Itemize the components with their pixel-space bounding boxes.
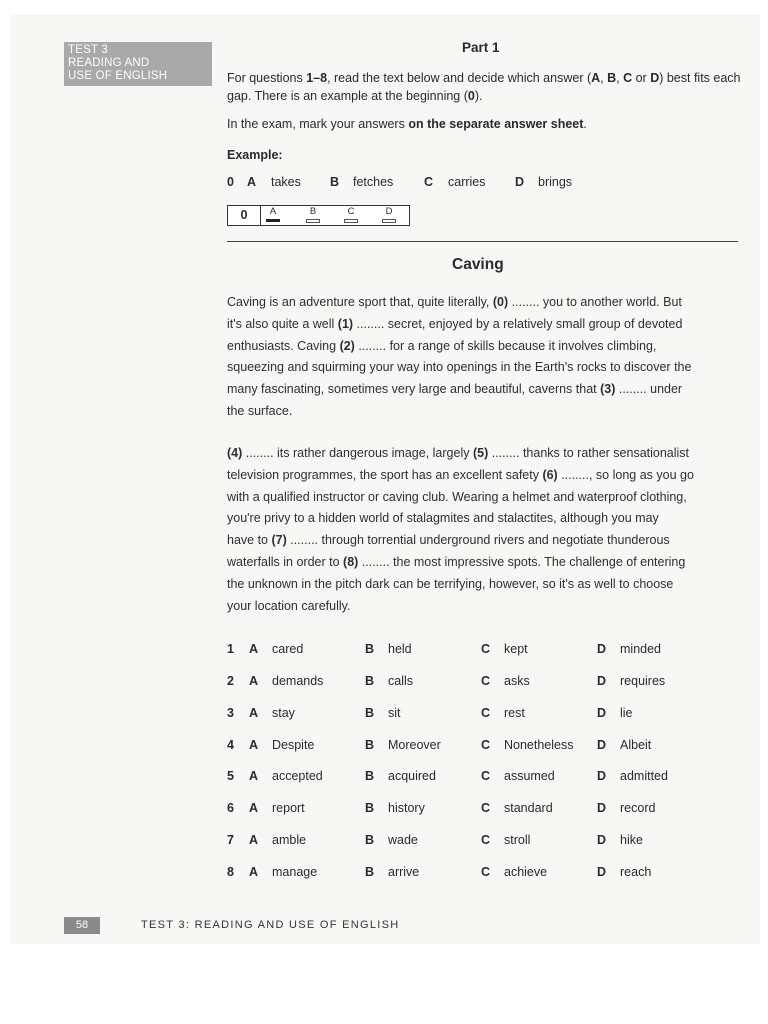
answer-option-d — [381, 207, 397, 223]
option-b: acquired — [388, 769, 436, 783]
instruction-text: ) best fits each gap. There is an example at the beginning ( — [227, 71, 741, 103]
option-a: report — [272, 801, 305, 815]
gap-number: (3) — [600, 382, 616, 397]
answer-option-label: A — [269, 206, 277, 217]
passage-text: it's also quite a well — [227, 316, 338, 331]
example-word: takes — [271, 175, 301, 189]
passage-paragraph-2 — [227, 443, 742, 617]
gap-number: (2) — [339, 338, 355, 353]
option-letter-a: A — [249, 769, 259, 783]
option-letter-c: C — [481, 706, 491, 720]
question-number: 4 — [227, 738, 234, 752]
gap-number: (4) — [227, 446, 243, 460]
option-letter-a: A — [249, 674, 259, 688]
passage-line — [227, 487, 742, 509]
option-b: calls — [388, 674, 414, 688]
answer-option-label: D — [385, 206, 393, 217]
passage-text: ........ through torrential underground rivers and negotiate thunderous — [286, 533, 670, 548]
example-letter: C — [424, 175, 434, 189]
option-d: lie — [620, 706, 633, 720]
passage-text: your location carefully. — [227, 598, 351, 613]
example-number: 0 — [227, 175, 234, 189]
gap-number: (1) — [337, 316, 354, 331]
option-letter-b: B — [365, 642, 375, 656]
option-letter-d: D — [597, 865, 607, 879]
gap-number: (7) — [271, 533, 287, 548]
exam-note-text: In the exam, mark your answers — [227, 117, 409, 131]
option-letter-c: C — [481, 801, 491, 815]
example-word: fetches — [353, 175, 394, 189]
passage-text: ........, so long as you go — [557, 467, 694, 482]
instruction-option: B — [607, 71, 617, 85]
passage-line — [227, 379, 742, 401]
option-letter-d: D — [597, 738, 607, 752]
passage-line — [227, 292, 742, 314]
option-d: hike — [620, 833, 643, 847]
instruction-option: D — [650, 71, 660, 85]
option-b: history — [388, 801, 425, 815]
section-tab — [64, 42, 212, 86]
instruction-range: 1–8 — [306, 71, 328, 85]
question-number: 1 — [227, 642, 234, 656]
option-letter-a: A — [249, 801, 259, 815]
question-number: 6 — [227, 801, 234, 815]
passage-text: squeezing and squirming your way into openings in the Earth's rocks to discover the — [227, 360, 692, 375]
option-letter-d: D — [597, 674, 607, 688]
option-b: arrive — [388, 865, 420, 879]
instruction-option: A — [591, 71, 601, 85]
option-a: accepted — [272, 769, 323, 783]
example-word: brings — [538, 175, 573, 189]
answer-option-a — [265, 207, 281, 222]
option-c: asks — [504, 674, 530, 688]
passage-text: have to — [227, 533, 272, 548]
answer-bubble — [382, 219, 396, 223]
passage-text: ........ the most impressive spots. The challenge of entering — [358, 554, 686, 569]
gap-number: (6) — [542, 467, 558, 482]
option-c: standard — [504, 801, 553, 815]
instruction-example-number: 0 — [467, 89, 475, 103]
question-number: 5 — [227, 769, 234, 783]
instruction-text: , — [616, 71, 624, 85]
option-b: wade — [388, 833, 418, 847]
passage-line — [227, 401, 742, 423]
passage-text: the unknown in the pitch dark can be terrifying, however, so it's as well to choose — [227, 576, 674, 591]
option-a: stay — [272, 706, 295, 720]
option-letter-d: D — [597, 801, 607, 815]
page-number: 58 — [64, 917, 100, 934]
option-a: Despite — [272, 738, 315, 752]
option-b: Moreover — [388, 738, 441, 752]
option-letter-d: D — [597, 642, 607, 656]
instruction-text: , — [600, 71, 608, 85]
option-c: achieve — [504, 865, 548, 879]
option-d: requires — [620, 674, 666, 688]
option-letter-b: B — [365, 865, 375, 879]
option-letter-a: A — [249, 833, 259, 847]
exam-note-text: . — [583, 117, 587, 131]
gap-number: (8) — [343, 554, 359, 569]
option-c: stroll — [504, 833, 531, 847]
passage-line — [227, 357, 742, 379]
option-a: manage — [272, 865, 318, 879]
passage-text: ........ its rather dangerous image, largely — [242, 446, 473, 460]
question-row — [227, 706, 747, 726]
example-word: carries — [448, 175, 486, 189]
option-letter-d: D — [597, 769, 607, 783]
option-c: rest — [504, 706, 525, 720]
passage-text: the surface. — [227, 403, 293, 418]
passage-line — [227, 552, 742, 574]
option-d: minded — [620, 642, 661, 656]
option-letter-c: C — [481, 738, 491, 752]
option-d: record — [620, 801, 656, 815]
passage-line — [227, 336, 742, 358]
option-letter-d: D — [597, 706, 607, 720]
passage-text: television programmes, the sport has an excellent safety — [227, 467, 543, 482]
answer-bubble — [306, 219, 320, 223]
question-row — [227, 738, 747, 758]
option-letter-b: B — [365, 706, 375, 720]
instructions — [227, 69, 747, 105]
option-a: cared — [272, 642, 304, 656]
exam-note — [227, 115, 747, 133]
instruction-text: For questions — [227, 71, 307, 85]
question-number: 3 — [227, 706, 234, 720]
passage-text: ........ thanks to rather sensationalist — [488, 446, 690, 460]
passage-text: waterfalls in order to — [227, 554, 344, 569]
passage-line — [227, 508, 742, 530]
option-letter-b: B — [365, 833, 375, 847]
passage-text: ........ secret, enjoyed by a relatively small group of devoted — [353, 316, 683, 331]
option-d: admitted — [620, 769, 668, 783]
part-title: Part 1 — [462, 40, 500, 55]
passage-line — [227, 596, 742, 618]
option-letter-a: A — [249, 642, 259, 656]
question-row — [227, 642, 747, 662]
passage-text: Caving is an adventure sport that, quite literally, — [227, 295, 493, 309]
answer-bubble-filled — [266, 219, 280, 222]
option-letter-c: C — [481, 674, 491, 688]
option-letter-a: A — [249, 738, 259, 752]
answer-option-label: B — [309, 206, 317, 217]
question-row — [227, 674, 747, 694]
question-number: 7 — [227, 833, 234, 847]
exam-note-emphasis: on the separate answer sheet — [408, 117, 584, 131]
example-letter: A — [247, 175, 257, 189]
answer-option-label: C — [347, 206, 355, 217]
passage-text: you're privy to a hidden world of stalagmites and stalactites, although you may — [227, 511, 659, 526]
question-row — [227, 801, 747, 821]
option-d: reach — [620, 865, 652, 879]
option-letter-d: D — [597, 833, 607, 847]
question-row — [227, 865, 747, 885]
instruction-text: ). — [474, 89, 483, 103]
gap-number: (0) — [492, 295, 509, 309]
option-letter-b: B — [365, 674, 375, 688]
question-number: 8 — [227, 865, 234, 879]
option-letter-c: C — [481, 642, 491, 656]
option-letter-a: A — [249, 865, 259, 879]
option-letter-a: A — [249, 706, 259, 720]
passage-text: with a qualified instructor or caving club. Wearing a helmet and waterproof clothing, — [227, 489, 687, 504]
option-c: assumed — [504, 769, 555, 783]
example-answer-box — [227, 205, 410, 226]
passage-title: Caving — [452, 256, 504, 273]
option-letter-b: B — [365, 738, 375, 752]
option-d: Albeit — [620, 738, 652, 752]
option-c: Nonetheless — [504, 738, 574, 752]
divider-rule — [227, 241, 738, 242]
footer-title: TEST 3: READING AND USE OF ENGLISH — [141, 919, 400, 931]
tab-line: READING AND — [68, 57, 150, 69]
option-b: held — [388, 642, 412, 656]
passage-text: many fascinating, sometimes very large and beautiful, caverns that — [227, 382, 601, 397]
example-letter: B — [330, 175, 340, 189]
passage-line — [227, 530, 742, 552]
answer-box-number: 0 — [228, 206, 261, 225]
passage-line — [227, 314, 742, 336]
answer-option-b — [305, 207, 321, 223]
passage-text: enthusiasts. Caving — [227, 338, 340, 353]
option-b: sit — [388, 706, 401, 720]
gap-number: (5) — [472, 446, 489, 460]
question-row — [227, 769, 747, 789]
option-c: kept — [504, 642, 528, 656]
example-label: Example: — [227, 148, 283, 162]
option-a: demands — [272, 674, 324, 688]
option-letter-c: C — [481, 865, 491, 879]
instruction-text: , read the text below and decide which answer ( — [327, 71, 592, 85]
example-letter: D — [515, 175, 525, 189]
instruction-text: or — [632, 71, 651, 85]
question-row — [227, 833, 747, 853]
passage-line — [227, 574, 742, 596]
passage-line — [227, 465, 742, 487]
instruction-option: C — [623, 71, 633, 85]
tab-line: TEST 3 — [68, 44, 108, 56]
option-letter-b: B — [365, 769, 375, 783]
answer-option-c — [343, 207, 359, 223]
tab-line: USE OF ENGLISH — [68, 70, 168, 82]
passage-text: ........ for a range of skills because it involves climbing, — [354, 338, 657, 353]
passage-text: ........ you to another world. But — [508, 295, 682, 309]
question-number: 2 — [227, 674, 234, 688]
option-a: amble — [272, 833, 307, 847]
passage-text: ........ under — [615, 382, 683, 397]
option-letter-b: B — [365, 801, 375, 815]
option-letter-c: C — [481, 769, 491, 783]
option-letter-c: C — [481, 833, 491, 847]
passage-line — [227, 443, 742, 465]
passage-paragraph-1 — [227, 292, 742, 423]
answer-bubble — [344, 219, 358, 223]
